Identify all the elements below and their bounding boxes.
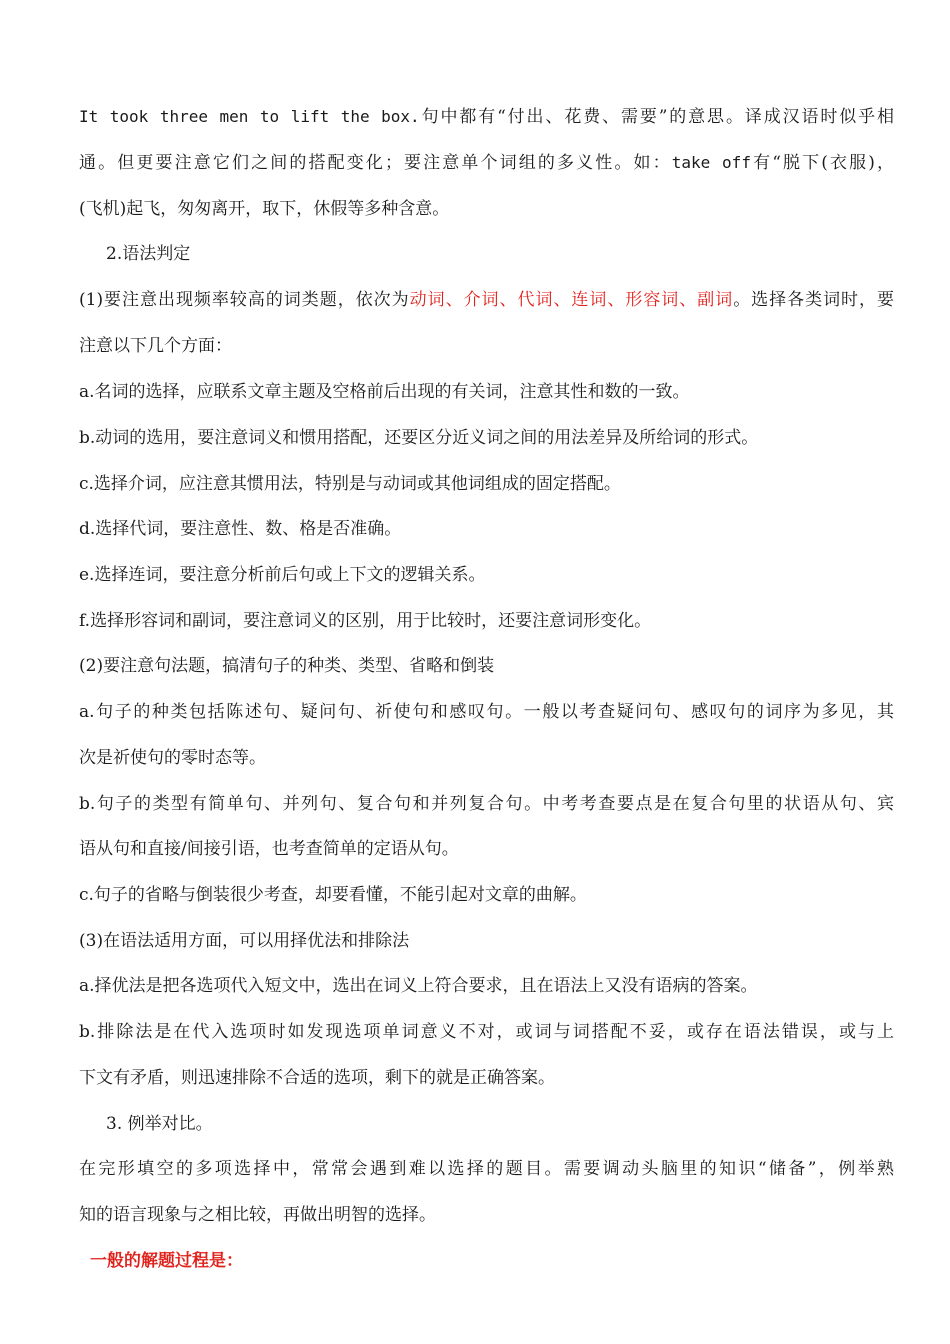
- list-item: f.选择形容词和副词，要注意词义的区别，用于比较时，还要注意词形变化。: [79, 611, 652, 631]
- paragraph-line: 注意以下几个方面：: [79, 336, 232, 356]
- paragraph-line: [79, 105, 894, 129]
- subsection-heading: (3)在语法适用方面，可以用择优法和排除法: [79, 931, 410, 951]
- paragraph-line: [79, 151, 894, 175]
- section-heading: 2.语法判定: [106, 244, 191, 264]
- list-item-continuation: 语从句和直接/间接引语，也考查简单的定语从句。: [79, 839, 459, 859]
- section-heading: 3. 例举对比。: [106, 1114, 213, 1134]
- line-text: 通。但更要注意它们之间的搭配变化；要注意单个词组的多义性。如：: [79, 153, 672, 173]
- line-text: 有“脱下(衣服)，: [750, 153, 894, 173]
- list-item: e.选择连词，要注意分析前后句或上下文的逻辑关系。: [79, 565, 486, 585]
- list-item: c.句子的省略与倒装很少考查，却要看懂，不能引起对文章的曲解。: [79, 885, 587, 905]
- english-phrase: take off: [671, 153, 751, 172]
- list-item: b.句子的类型有简单句、并列句、复合句和并列复合句。中考考查要点是在复合句里的状语从句、宾: [79, 794, 894, 814]
- paragraph-line: [79, 288, 894, 312]
- list-item: b.排除法是在代入选项时如发现选项单词意义不对，或词与词搭配不妥，或存在语法错误，或与上: [79, 1022, 894, 1042]
- highlighted-word-classes: 动词、介词、代词、连词、形容词、副词: [409, 290, 734, 310]
- list-item: a.句子的种类包括陈述句、疑问句、祈使句和感叹句。一般以考查疑问句、感叹句的词序为多见，其: [79, 702, 894, 722]
- subsection-heading: (2)要注意句法题，搞清句子的种类、类型、省略和倒装: [79, 656, 495, 676]
- paragraph-line: 知的语言现象与之相比较，再做出明智的选择。: [79, 1205, 436, 1225]
- list-item: c.选择介词，应注意其惯用法，特别是与动词或其他词组成的固定搭配。: [79, 474, 621, 494]
- line-text: 。选择各类词时，要: [733, 290, 894, 310]
- red-bold-heading: 一般的解题过程是：: [90, 1251, 243, 1271]
- english-example: It took three men to lift the box.: [79, 107, 420, 126]
- list-item: d.选择代词，要注意性、数、格是否准确。: [79, 519, 402, 539]
- list-item-continuation: 下文有矛盾，则迅速排除不合适的选项，剩下的就是正确答案。: [79, 1068, 555, 1088]
- paragraph-line: 在完形填空的多项选择中，常常会遇到难以选择的题目。需要调动头脑里的知识“储备”，例举熟: [79, 1159, 894, 1179]
- list-item: a.择优法是把各选项代入短文中，选出在词义上符合要求，且在语法上又没有语病的答案。: [79, 976, 758, 996]
- list-item: a.名词的选择，应联系文章主题及空格前后出现的有关词，注意其性和数的一致。: [79, 382, 690, 402]
- list-item: b.动词的选用，要注意词义和惯用搭配，还要区分近义词之间的用法差异及所给词的形式。: [79, 428, 759, 448]
- line-text: 句中都有“付出、花费、需要”的意思。译成汉语时似乎相: [419, 107, 894, 127]
- list-item-continuation: 次是祈使句的零时态等。: [79, 748, 266, 768]
- paragraph-line: (飞机)起飞，匆匆离开，取下，休假等多种含意。: [79, 199, 450, 219]
- line-text: (1)要注意出现频率较高的词类题，依次为: [79, 290, 410, 310]
